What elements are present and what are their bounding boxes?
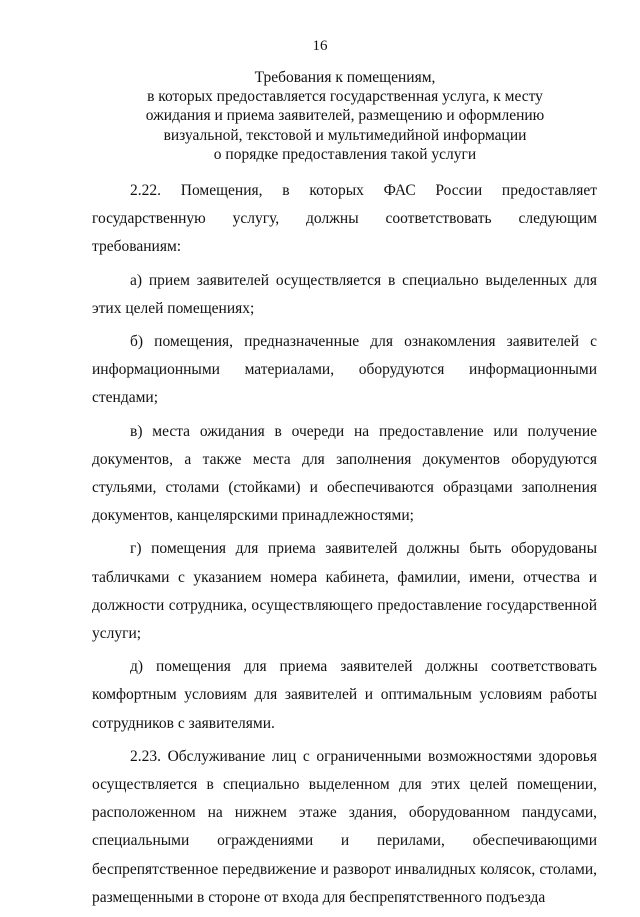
heading-line: Требования к помещениям,	[254, 69, 436, 86]
heading-line: визуальной, текстовой и мультимедийной информации	[163, 126, 527, 144]
heading-line: о порядке предоставления такой услуги	[213, 145, 477, 163]
section-heading	[90, 68, 600, 164]
heading-line: ожидания и приема заявителей, размещению и оформлению	[145, 107, 545, 125]
paragraph-item-a: а) прием заявителей осуществляется в специально выделенных для этих целей помещениях;	[92, 271, 597, 317]
paragraph-item-b: б) помещения, предназначенные для ознакомления заявителей с информационными материалами, оборудуются информационными стендами;	[92, 333, 597, 407]
paragraph-item-v: в) места ожидания в очереди на предоставление или получение документов, а также места для заполнения документов оборудуются стульями, столами (стойками) и обеспечиваются образцами заполнения документов, канцелярскими принадлежностями;	[92, 422, 597, 525]
paragraph-item-d: д) помещения для приема заявителей должны соответствовать комфортным условиям для заявителей и оптимальным условиям работы сотрудников с заявителями.	[92, 658, 597, 732]
paragraph-2-22: 2.22. Помещения, в которых ФАС России предоставляет государственную услугу, должны соответствовать следующим требованиям:	[92, 182, 597, 256]
paragraph-2-23: 2.23. Обслуживание лиц с ограниченными возможностями здоровья осуществляется в специально выделенном для этих целей помещении, расположенном на нижнем этаже здания, оборудованном пандусами, специальными ограждениями и перилами, обеспечивающими беспрепятственное передвижение и разворот инвалидных колясок, столами, размещенными в стороне от входа для беспрепятственного подъезда	[92, 747, 597, 906]
paragraph-item-g: г) помещения для приема заявителей должны быть оборудованы табличками с указанием номера кабинета, фамилии, имени, отчества и должности сотрудника, осуществляющего предоставление государственной услуги;	[92, 540, 597, 643]
page-number: 16	[312, 38, 328, 54]
document-body	[92, 177, 597, 917]
heading-line: в которых предоставляется государственная услуга, к месту	[147, 88, 543, 106]
